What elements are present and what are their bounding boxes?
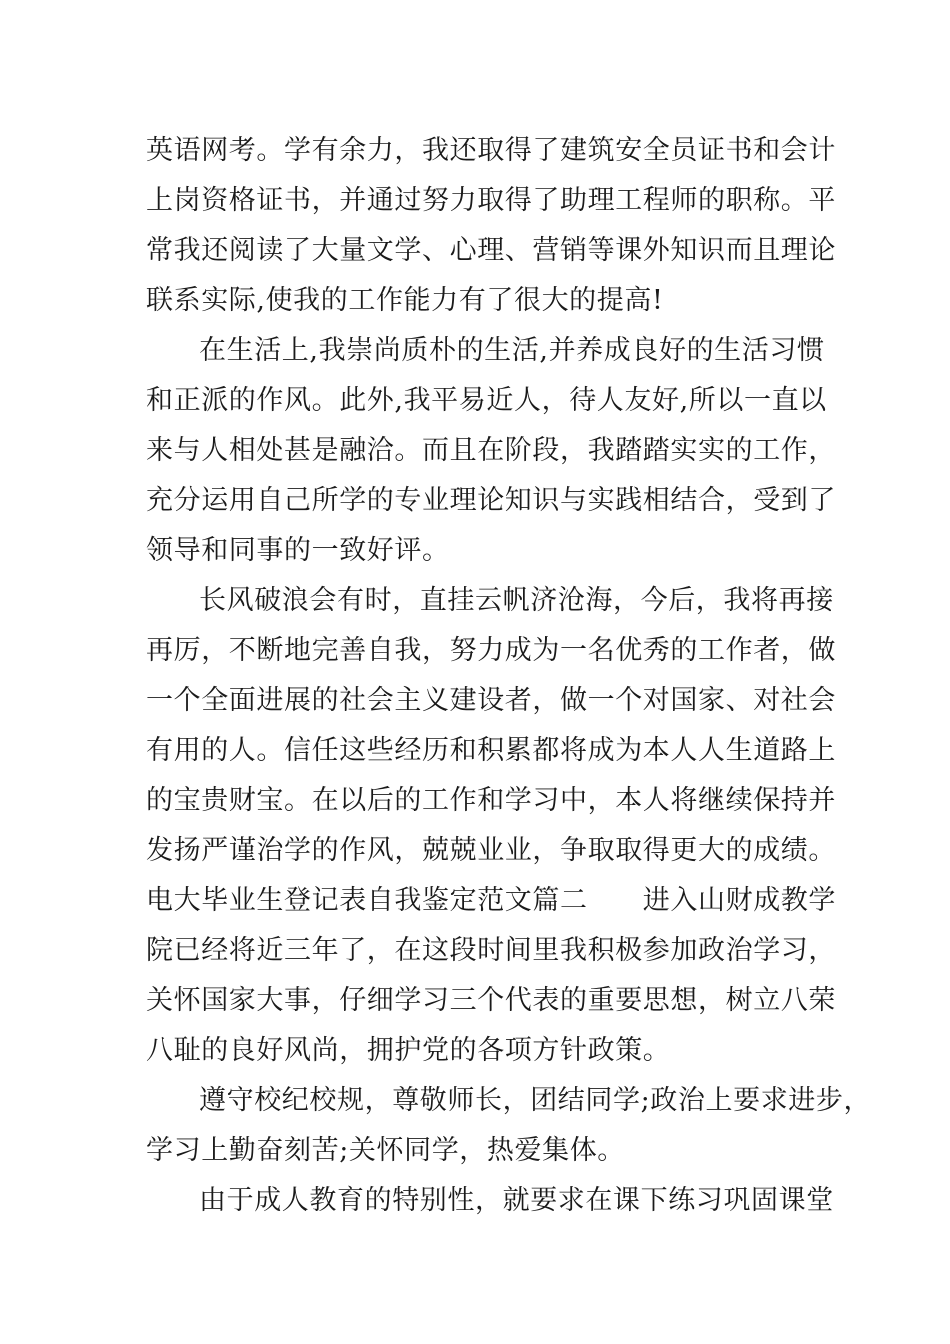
- text-line: 上岗资格证书，并通过努力取得了助理工程师的职称。平: [146, 185, 836, 216]
- text-line: 发扬严谨治学的作风，兢兢业业，争取取得更大的成绩。: [146, 835, 836, 866]
- text-line: 常我还阅读了大量文学、心理、营销等课外知识而且理论: [146, 235, 836, 266]
- text-line: 英语网考。学有余力，我还取得了建筑安全员证书和会计: [146, 135, 836, 166]
- paragraph-first-line: 由于成人教育的特别性，就要求在课下练习巩固课堂: [199, 1185, 834, 1216]
- text-line: 和正派的作风。此外,我平易近人，待人友好,所以一直以: [146, 385, 827, 416]
- text-line: 领导和同事的一致好评。: [146, 535, 450, 566]
- text-line: 学习上勤奋刻苦;关怀同学，热爱集体。: [146, 1135, 625, 1166]
- paragraph-first-line: 长风破浪会有时，直挂云帆济沧海，今后，我将再接: [199, 585, 834, 616]
- text-line: 来与人相处甚是融洽。而且在阶段，我踏踏实实的工作，: [146, 435, 836, 466]
- paragraph-first-line: 遵守校纪校规，尊敬师长，团结同学;政治上要求进步，: [199, 1085, 872, 1116]
- text-line: 有用的人。信任这些经历和积累都将成为本人人生道路上: [146, 735, 836, 766]
- text-line: 再厉，不断地完善自我，努力成为一名优秀的工作者，做: [146, 635, 836, 666]
- text-line: 关怀国家大事，仔细学习三个代表的重要思想，树立八荣: [146, 985, 836, 1016]
- paragraph-first-line: 在生活上,我崇尚质朴的生活,并养成良好的生活习惯: [199, 335, 825, 366]
- section-heading-line: 电大毕业生登记表自我鉴定范文篇二 进入山财成教学: [146, 885, 836, 916]
- text-line: 的宝贵财宝。在以后的工作和学习中，本人将继续保持并: [146, 785, 836, 816]
- text-line: 联系实际,使我的工作能力有了很大的提高!: [146, 285, 664, 316]
- text-line: 八耻的良好风尚，拥护党的各项方针政策。: [146, 1035, 671, 1066]
- text-line: 院已经将近三年了，在这段时间里我积极参加政治学习，: [146, 935, 836, 966]
- text-line: 一个全面进展的社会主义建设者，做一个对国家、对社会: [146, 685, 836, 716]
- text-line: 充分运用自己所学的专业理论知识与实践相结合，受到了: [146, 485, 836, 516]
